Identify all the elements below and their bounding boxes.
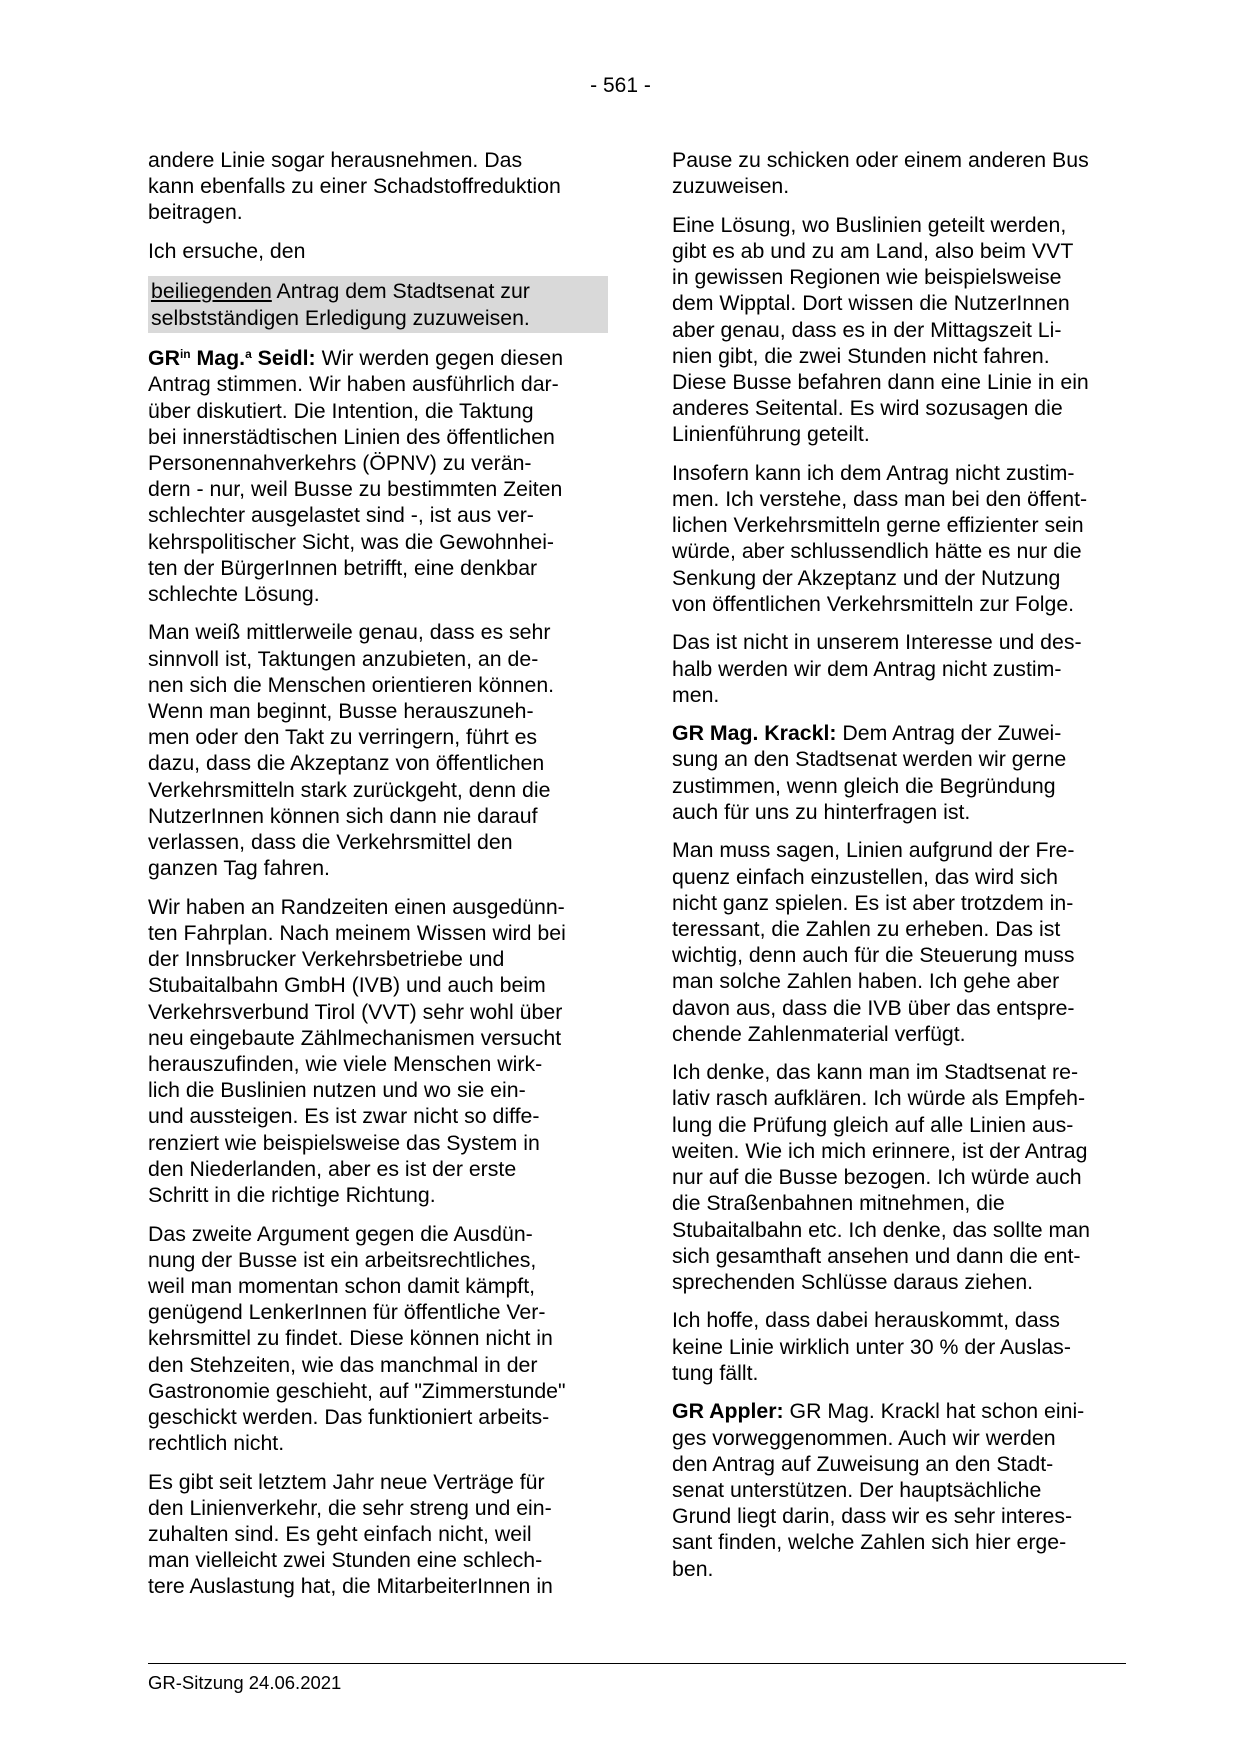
text-line: sung an den Stadtsenat werden wir gerne [672, 747, 1067, 772]
text-line: Personennahverkehrs (ÖPNV) zu verän- [148, 450, 532, 475]
text-line: über diskutiert. Die Intention, die Taktung [148, 398, 534, 423]
paragraph [672, 212, 1132, 448]
text-line: Stubaitalbahn GmbH (IVB) und auch beim [148, 973, 546, 998]
text-line: lung die Prüfung gleich auf alle Linien aus- [672, 1112, 1074, 1137]
text-line: kann ebenfalls zu einer Schadstoffreduktion [148, 174, 561, 199]
paragraph [672, 460, 1132, 617]
text-line: Es gibt seit letztem Jahr neue Verträge für [148, 1469, 545, 1494]
text-line: dem Wipptal. Dort wissen die NutzerInnen [672, 291, 1070, 316]
text-line: Pause zu schicken oder einem anderen Bus [672, 148, 1089, 172]
text-line: man solche Zahlen haben. Ich gehe aber [672, 969, 1060, 994]
speaker-name: GR Appler: [672, 1399, 784, 1424]
text-line: bei innerstädtischen Linien des öffentlichen [148, 424, 555, 449]
text-line: lichen Verkehrsmitteln gerne effizienter sein [672, 513, 1084, 538]
text-line: Das zweite Argument gegen die Ausdün- [148, 1221, 533, 1246]
paragraph [148, 1469, 608, 1600]
text-line: anderes Seitental. Es wird sozusagen die [672, 396, 1063, 421]
text-line: verlassen, dass die Verkehrsmittel den [148, 830, 513, 855]
text-line: Man weiß mittlerweile genau, dass es sehr [148, 620, 551, 645]
text-line: Antrag stimmen. Wir haben ausführlich dar- [148, 372, 559, 397]
paragraph [148, 619, 608, 881]
paragraph [148, 894, 608, 1208]
speech-appler [672, 1398, 1132, 1581]
text-line: die Straßenbahnen mitnehmen, die [672, 1191, 1005, 1216]
text-line: Linienführung geteilt. [672, 422, 870, 447]
text-line: in [179, 347, 191, 362]
text-line: herauszufinden, wie viele Menschen wirk- [148, 1051, 543, 1076]
text-line: Mag. [190, 346, 246, 371]
text-line: keine Linie wirklich unter 30 % der Auslas- [672, 1334, 1071, 1359]
text-line: lich die Buslinien nutzen und wo sie ein- [148, 1078, 526, 1103]
text-line: Ich denke, das kann man im Stadtsenat re- [672, 1060, 1079, 1085]
text-line: renziert wie beispielsweise das System in [148, 1130, 540, 1155]
text-line: Senkung der Akzeptanz und der Nutzung [672, 565, 1061, 590]
text-line: nung der Busse ist ein arbeitsrechtliches, [148, 1247, 537, 1272]
text-line: andere Linie sogar herausnehmen. Das [148, 148, 523, 172]
speaker-name [148, 346, 316, 370]
text-line: Wir haben an Randzeiten einen ausgedünn- [148, 894, 565, 919]
text-line: sich gesamthaft ansehen und dann die ent- [672, 1243, 1081, 1268]
right-column [672, 147, 1132, 1594]
text-line [672, 1398, 1132, 1424]
text-line: aber genau, dass es in der Mittagszeit Li- [672, 317, 1062, 342]
text-line: den Antrag auf Zuweisung an den Stadt- [672, 1451, 1054, 1476]
text-line: von öffentlichen Verkehrsmitteln zur Folge. [672, 591, 1075, 616]
text-line: auch für uns zu hinterfragen ist. [672, 799, 971, 824]
text-line: ges vorweggenommen. Auch wir werden [672, 1425, 1056, 1450]
text-line: chende Zahlenmaterial verfügt. [672, 1021, 966, 1046]
text-line: Das ist nicht in unserem Interesse und des- [672, 630, 1082, 655]
text-line: davon aus, dass die IVB über das entspre- [672, 995, 1075, 1020]
text-line: tung fällt. [672, 1360, 759, 1385]
text-line: den Stehzeiten, wie das manchmal in der [148, 1352, 538, 1377]
text-line: den Niederlanden, aber es ist der erste [148, 1156, 517, 1181]
text-line: schlechte Lösung. [148, 581, 320, 606]
text-line: senat unterstützen. Der hauptsächliche [672, 1477, 1042, 1502]
text-line: sinnvoll ist, Taktungen anzubieten, an de- [148, 646, 539, 671]
text-line: GR [148, 346, 180, 371]
text-line: Schritt in die richtige Richtung. [148, 1183, 436, 1207]
text-line [148, 345, 608, 371]
text-line: Seidl: [251, 346, 316, 371]
text-line: Verkehrsmitteln stark zurückgeht, denn die [148, 777, 551, 802]
text-line: men oder den Takt zu verringern, führt es [148, 725, 538, 750]
text-line: sant finden, welche Zahlen sich hier erge- [672, 1530, 1067, 1555]
text-line: geschickt werden. Das funktioniert arbeits- [148, 1404, 550, 1429]
paragraph [148, 1221, 608, 1457]
text-line: Stubaitalbahn etc. Ich denke, das sollte man [672, 1217, 1090, 1242]
paragraph [148, 147, 608, 226]
text-line: dazu, dass die Akzeptanz von öffentlichen [148, 751, 545, 776]
paragraph [672, 1307, 1132, 1386]
text-line: quenz einfach einzustellen, das wird sich [672, 864, 1058, 889]
page-number: - 561 - [590, 74, 651, 97]
paragraph [672, 837, 1132, 1047]
text-line: neu eingebaute Zählmechanismen versucht [148, 1025, 562, 1050]
text-line: Wenn man beginnt, Busse herauszuneh- [148, 699, 534, 724]
text-line: der Innsbrucker Verkehrsbetriebe und [148, 947, 505, 972]
text-line: teressant, die Zahlen zu erheben. Das ist [672, 916, 1061, 941]
text-line: Ich hoffe, dass dabei herauskommt, dass [672, 1308, 1060, 1333]
text-line: zustimmen, wenn gleich die Begründung [672, 773, 1056, 798]
text-line: men. Ich verstehe, dass man bei den öffent- [672, 487, 1088, 512]
speech-seidl [148, 345, 608, 607]
text-line: Grund liegt darin, dass wir es sehr interes- [672, 1504, 1073, 1529]
text-line: Antrag dem Stadtsenat zur [271, 279, 530, 304]
text-line: weiten. Wie ich mich erinnere, ist der Antrag [672, 1138, 1088, 1163]
text-line: tere Auslastung hat, die MitarbeiterInnen in [148, 1574, 553, 1599]
text-line: Gastronomie geschieht, auf "Zimmerstunde" [148, 1378, 566, 1403]
text-line: lativ rasch aufklären. Ich würde als Empfeh- [672, 1086, 1086, 1111]
text-line [672, 720, 1132, 746]
text-line: Eine Lösung, wo Buslinien geteilt werden, [672, 212, 1067, 237]
text-line: nen sich die Menschen orientieren können. [148, 672, 555, 697]
text-line [151, 278, 605, 304]
speaker-name: GR Mag. Krackl: [672, 721, 837, 746]
text-line: Verkehrsverbund Tirol (VVT) sehr wohl über [148, 999, 563, 1024]
text-line: GR Mag. Krackl hat schon eini- [783, 1399, 1085, 1424]
text-line: wichtig, denn auch für die Steuerung muss [672, 943, 1075, 968]
text-line: ben. [672, 1556, 714, 1581]
text-line: zuhalten sind. Es geht einfach nicht, weil [148, 1522, 532, 1547]
text-line: ganzen Tag fahren. [148, 856, 330, 881]
text-line: genügend LenkerInnen für öffentliche Ver- [148, 1300, 546, 1325]
text-line: und aussteigen. Es ist zwar nicht so diffe- [148, 1104, 540, 1129]
text-line: den Linienverkehr, die sehr streng und ein- [148, 1495, 552, 1520]
text-line: Wir werden gegen diesen [315, 346, 564, 371]
text-line: Insofern kann ich dem Antrag nicht zustim- [672, 460, 1075, 485]
left-column [148, 147, 608, 1612]
text-line: nicht ganz spielen. Es ist aber trotzdem in- [672, 890, 1074, 915]
footer-session-date: GR-Sitzung 24.06.2021 [148, 1672, 342, 1693]
text-line: gibt es ab und zu am Land, also beim VVT [672, 238, 1074, 263]
paragraph [672, 147, 1132, 199]
text-line: zuzuweisen. [672, 174, 790, 199]
text-line: halb werden wir dem Antrag nicht zustim- [672, 656, 1062, 681]
text-line: man vielleicht zwei Stunden eine schlech- [148, 1548, 543, 1573]
text-line: a [245, 347, 252, 362]
motion-underlined: beiliegenden [151, 279, 272, 304]
paragraph [672, 1059, 1132, 1295]
text-line: selbstständigen Erledigung zuzuweisen. [151, 305, 530, 330]
text-line: ten Fahrplan. Nach meinem Wissen wird bei [148, 920, 566, 945]
text-line: sprechenden Schlüsse daraus ziehen. [672, 1269, 1034, 1294]
text-line: nien gibt, die zwei Stunden nicht fahren. [672, 343, 1050, 368]
paragraph [672, 629, 1132, 708]
text-line: in gewissen Regionen wie beispielsweise [672, 265, 1062, 290]
text-line: schlechter ausgelastet sind -, ist aus ver- [148, 503, 534, 528]
text-line: weil man momentan schon damit kämpft, [148, 1273, 536, 1298]
text-line: kehrspolitischer Sicht, was die Gewohnhei- [148, 529, 555, 554]
text-line: Dem Antrag der Zuwei- [836, 721, 1062, 746]
text-line: nur auf die Busse bezogen. Ich würde auch [672, 1165, 1082, 1190]
text-line: men. [672, 682, 720, 707]
text-line: Diese Busse befahren dann eine Linie in ein [672, 369, 1089, 394]
text-line: NutzerInnen können sich dann nie darauf [148, 803, 538, 828]
paragraph [148, 238, 608, 264]
text-line: Man muss sagen, Linien aufgrund der Fre- [672, 838, 1075, 863]
speech-krackl [672, 720, 1132, 825]
text-line: beitragen. [148, 200, 243, 225]
text-line: dern - nur, weil Busse zu bestimmten Zeiten [148, 477, 563, 502]
text-line: kehrsmittel zu findet. Diese können nicht in [148, 1326, 553, 1351]
text-line: würde, aber schlussendlich hätte es nur die [672, 539, 1082, 564]
text-line: ten der BürgerInnen betrifft, eine denkbar [148, 555, 538, 580]
text-line: Ich ersuche, den [148, 238, 306, 263]
motion-highlight [148, 276, 608, 332]
text-line: rechtlich nicht. [148, 1431, 285, 1456]
footer-divider [148, 1663, 1126, 1664]
